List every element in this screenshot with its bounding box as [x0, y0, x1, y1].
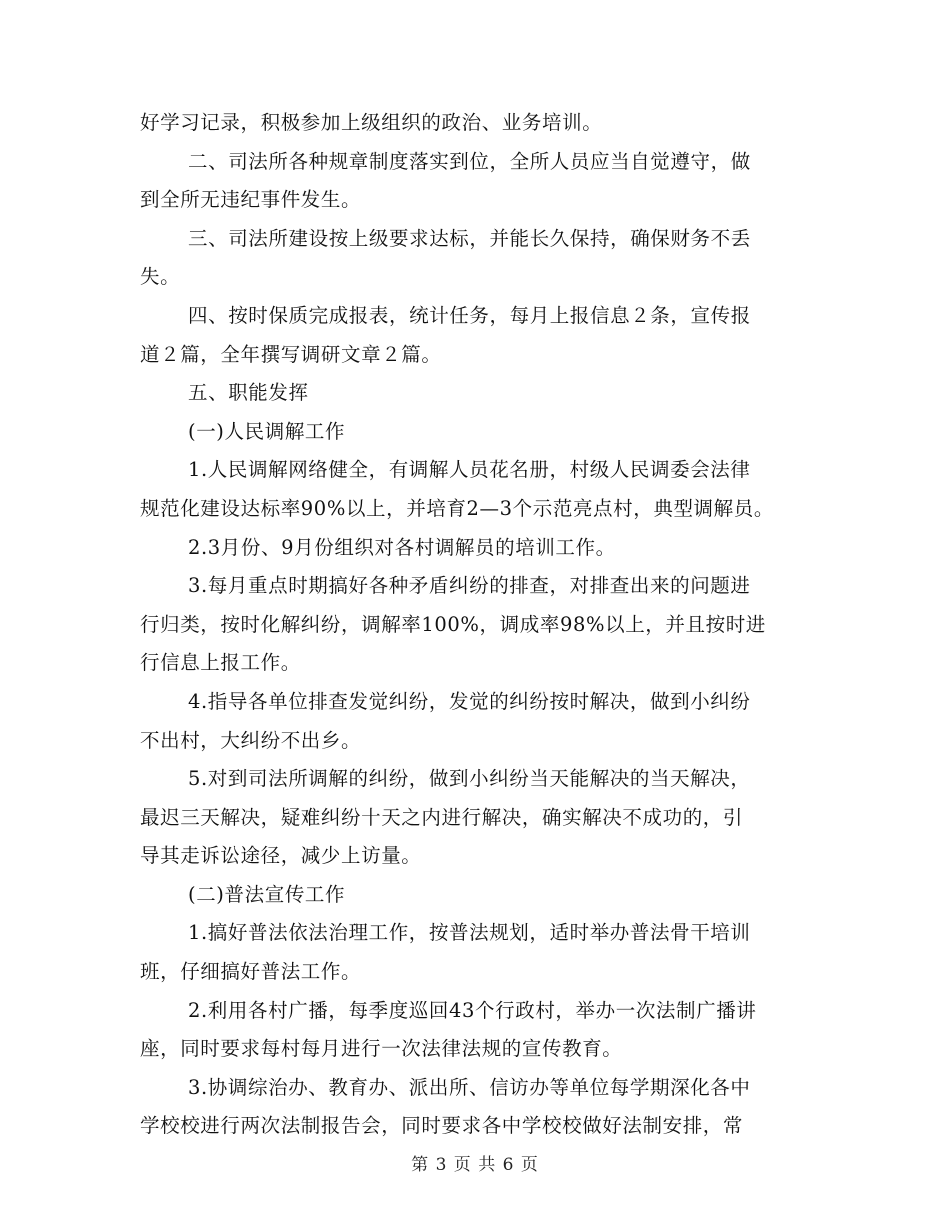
text-line: (二)普法宣传工作 [188, 882, 346, 906]
text-line: 1.搞好普法依法治理工作，按普法规划，适时举办普法骨干培训 [188, 921, 751, 945]
text-line: 3.每月重点时期搞好各种矛盾纠纷的排查，对排查出来的问题进 [188, 574, 751, 598]
text-line: 不出村，大纠纷不出乡。 [140, 728, 362, 752]
text-line: 2.3月份、9月份组织对各村调解员的培训工作。 [188, 535, 616, 559]
text-line: 三、司法所建设按上级要求达标，并能长久保持，确保财务不丢 [188, 226, 751, 250]
text-line: (一)人民调解工作 [188, 419, 346, 443]
text-line: 1.人民调解网络健全，有调解人员花名册，村级人民调委会法律 [188, 458, 751, 482]
text-line: 行信息上报工作。 [140, 651, 301, 675]
text-line: 四、按时保质完成报表，统计任务，每月上报信息２条，宣传报 [188, 303, 751, 327]
text-line: 到全所无违纪事件发生。 [140, 188, 362, 212]
document-body [140, 104, 804, 1146]
text-line: 好学习记录，积极参加上级组织的政治、业务培训。 [140, 111, 603, 134]
text-line: 班，仔细搞好普法工作。 [140, 960, 362, 984]
text-line: 二、司法所各种规章制度落实到位，全所人员应当自觉遵守，做 [188, 149, 751, 173]
text-line: 失。 [140, 265, 181, 289]
text-line: 3.协调综治办、教育办、派出所、信访办等单位每学期深化各中 [188, 1075, 751, 1099]
page-footer: 第 3 页 共 6 页 [411, 1155, 539, 1175]
text-line: 座，同时要求每村每月进行一次法律法规的宣传教育。 [140, 1037, 623, 1061]
text-line: 4.指导各单位排查发觉纠纷，发觉的纠纷按时解决，做到小纠纷 [188, 689, 751, 713]
text-line: 规范化建设达标率90%以上，并培育2—3个示范亮点村，典型调解员。 [140, 496, 774, 520]
text-line: 最迟三天解决，疑难纠纷十天之内进行解决，确实解决不成功的，引 [140, 805, 744, 829]
text-line: 行归类，按时化解纠纷，调解率100%，调成率98%以上，并且按时进 [140, 612, 766, 636]
text-line: 2.利用各村广播，每季度巡回43个行政村，举办一次法制广播讲 [188, 998, 757, 1022]
text-line: 学校校进行两次法制报告会，同时要求各中学校校做好法制安排，常 [140, 1114, 744, 1138]
text-line: 导其走诉讼途径，减少上访量。 [140, 844, 422, 868]
text-line: 5.对到司法所调解的纠纷，做到小纠纷当天能解决的当天解决， [188, 767, 751, 791]
text-line: 道２篇，全年撰写调研文章２篇。 [140, 342, 442, 366]
text-line: 五、职能发挥 [188, 381, 309, 405]
